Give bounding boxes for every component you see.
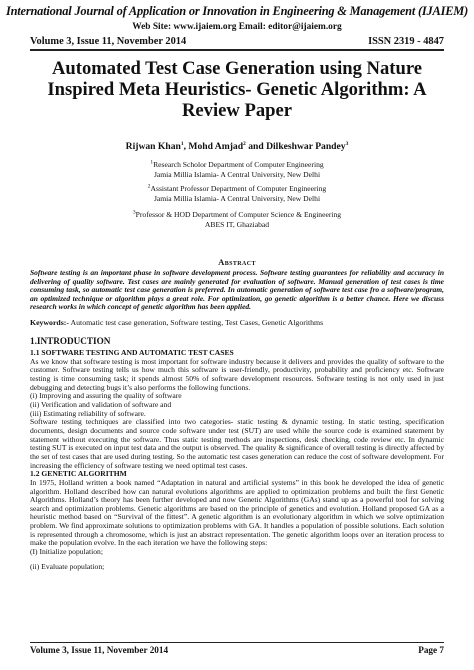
affiliation-1-sup: 1 — [150, 159, 154, 166]
journal-title: International Journal of Application or Innovation in Engineering & Management (IJAIEM) — [5, 4, 469, 18]
abstract-body — [30, 269, 444, 312]
subsection-heading-genetic-algorithm: 1.2 GENETIC ALGORITHM — [30, 469, 127, 479]
affiliation-3 — [0, 210, 474, 229]
paragraph-line: quality & significance of overall testing is directly affected by the set of test cases that are used during testing. So the — [30, 443, 445, 461]
list-item: (ii) Verification and validation of software and — [30, 399, 172, 409]
author-3-sup: 3 — [345, 140, 349, 147]
author-2: Mohd Amjad — [188, 141, 244, 152]
footer-rule — [30, 642, 444, 643]
affiliation-3-line-1: Professor & HOD Department of Computer Science & Engineering — [135, 210, 342, 219]
paragraph-line: software to the customer. Software testing tells us how much this software is user-friendly, productivity, probability and — [30, 356, 444, 375]
author-1-sup: 1 — [180, 140, 184, 147]
author-sep-2: and — [245, 141, 267, 152]
abstract-line: cases is time consuming task, so automatic test case generation is preferred. In automatic generation of software test case fro a — [30, 276, 445, 295]
footer-volume-issue: Volume 3, Issue 11, November 2014 — [30, 645, 169, 655]
abstract-line: Software testing is an important phase in software development process. Software testing guarantees for reliability and — [30, 268, 405, 277]
abstract-line: software/program, an optimized technique or algorithm plays a great role. For optimization, go genetic algorithm is a better — [30, 285, 445, 303]
affiliation-2 — [0, 184, 474, 203]
list-item: (iii) Estimating reliability of software. — [30, 408, 146, 418]
keywords-label: Keywords:- — [30, 318, 69, 327]
author-3: Dilkeshwar Pandey — [266, 141, 346, 152]
paragraph-1 — [30, 358, 444, 393]
paper-title — [40, 58, 434, 121]
header-rule — [30, 49, 444, 51]
paragraph-line: proficiency etc. Software testing is time consuming task; it spends almost 50% of software development resources. — [30, 365, 444, 383]
abstract-line: accuracy in delivering of quality software. Test cases are mainly generated for evaluation of software. Manual generation of test — [30, 268, 444, 286]
volume-issue: Volume 3, Issue 11, November 2014 — [30, 36, 187, 47]
list-item: (i) Improving and assuring the quality of software — [30, 391, 182, 401]
affiliation-3-line-2: ABES IT, Ghaziabad — [204, 219, 270, 229]
paragraph-line: specification documents, design documents and source code software under test (SUT) are used while the source code is — [30, 417, 444, 435]
paragraph-line: As we know that software testing is most important for software industry because it delivers and provides the quality of — [30, 356, 397, 366]
paragraph-line: approximate solutions to optimization problems with GA. It handles a population of possible solutions. Each solution is — [30, 521, 445, 539]
keywords-line — [30, 318, 444, 327]
paragraph-line: In 1975, Holland written a book named “Adaptation in natural and artificial systems” in this book he developed the — [30, 477, 395, 487]
body-text — [30, 349, 444, 571]
page-number: Page 7 — [418, 645, 444, 655]
journal-web-email: Web Site: www.ijaiem.org Email: editor@ijaiem.org — [132, 22, 342, 32]
author-sep-1: , — [183, 141, 189, 152]
affiliation-1 — [0, 160, 474, 179]
affiliation-1-line-1: Research Scholor Department of Computer Engineering — [153, 160, 324, 169]
paragraph-line: represented through a chromosome, which is just an abstract representation. The genetic algorithm loops over an — [37, 529, 384, 539]
paragraph-line: based on the principle of genetics and evolution. Holland proposed GA as a heuristic method based on “Survival of the — [30, 503, 445, 522]
paragraph-3 — [30, 479, 444, 548]
paragraph-line: Software testing is not only used in just debugging and detecting bugs it’s also performs the following functions. — [30, 373, 444, 392]
list-item: (I) Initialize population; — [30, 547, 103, 557]
paragraph-line: idea of genetic algorithm. Holland described how can natural evolutions algorithms are applied to optimization — [30, 477, 444, 496]
affiliation-2-line-2: Jamia Millia Islamia- A Central University, New Delhi — [153, 193, 321, 203]
paragraph-line: fittest”. A genetic algorithm is an evolutionary algorithm in which we solve optimization problem. We find — [30, 512, 445, 531]
author-line — [0, 141, 474, 152]
affiliation-3-sup: 3 — [132, 209, 136, 216]
paragraph-line: problems and built the first Genetic Algorithms. Holland’s theory has been further developed and now Genetic — [30, 486, 445, 505]
keywords-text: Automatic test case generation, Software testing, Test Cases, Genetic Algorithms — [68, 318, 324, 327]
abstract-heading: Abstract — [218, 257, 256, 267]
paragraph-line: Algorithms (GAs) stand up as a powerful tool for solving search and optimization problems. Genetic algorithms are — [30, 495, 444, 513]
paragraph-line: automatic test cases generation can reduce the cost of software development. For increasing the efficiency of software — [30, 451, 444, 470]
subsection-heading-software-testing: 1.1 SOFTWARE TESTING AND AUTOMATIC TEST CASES — [30, 348, 234, 357]
title-line-2: Inspired Meta Heuristics- Genetic Algorithm: A — [47, 79, 427, 100]
paragraph-2 — [30, 418, 444, 470]
title-line-3: Review Paper — [182, 100, 292, 121]
affiliation-2-sup: 2 — [147, 183, 151, 190]
section-heading-introduction: 1.INTRODUCTION — [30, 336, 111, 346]
issn: ISSN 2319 - 4847 — [368, 36, 444, 47]
paragraph-line: checking, code review etc. In dynamic testing SUT is executed on input test data and the output is observed. The — [30, 434, 444, 453]
paragraph-line: Software testing techniques are classified into two categories- static testing & dynamic testing. In static testing, — [30, 417, 402, 427]
paragraph-line: testing we need optimal test cases. — [142, 460, 248, 470]
paragraph-line: iteration process to make the population evolve. In the each iteration we have the following steps: — [30, 529, 445, 548]
author-1: Rijwan Khan — [125, 141, 181, 152]
affiliation-1-line-2: Jamia Millia Islamia- A Central University, New Delhi — [153, 169, 321, 179]
author-2-sup: 2 — [243, 140, 246, 147]
abstract-line: chance. Here we discuss research works in which concept of genetic algorithm has been applied. — [30, 293, 444, 312]
paragraph-line: examined statement by statement without executing the software. Thus static testing methods are inspections, desk — [30, 425, 444, 444]
list-item: (ii) Evaluate population; — [30, 561, 105, 571]
title-line-1: Automated Test Case Generation using Nature — [52, 58, 422, 79]
affiliation-2-line-1: Assistant Professor Department of Computer Engineering — [150, 184, 327, 193]
